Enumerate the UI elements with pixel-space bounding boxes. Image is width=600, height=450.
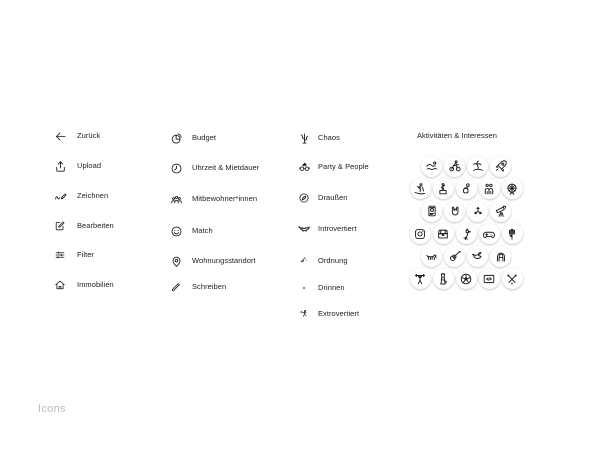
nav-item-label: Zeichnen bbox=[77, 191, 109, 201]
pie-chart-icon bbox=[167, 132, 185, 145]
listing-item-label: Schreiben bbox=[192, 282, 227, 292]
nav-item-filter bbox=[52, 247, 94, 263]
activity-chip-soccer-ball bbox=[456, 268, 477, 289]
tiny-mark-icon bbox=[295, 286, 313, 290]
branching-arrows-icon bbox=[471, 204, 485, 218]
telescope-icon bbox=[494, 204, 508, 218]
activity-chip-podium-person bbox=[433, 178, 454, 199]
activity-chip-weightlifter bbox=[410, 268, 431, 289]
listing-item-label: Budget bbox=[192, 133, 217, 143]
location-pin-icon bbox=[167, 255, 185, 268]
nav-item-label: Filter bbox=[77, 250, 94, 260]
listing-item-label: Wohnungsstandort bbox=[192, 256, 256, 266]
activity-chip-hand-with-ball bbox=[456, 178, 477, 199]
nav-item-label: Bearbeiten bbox=[77, 221, 114, 231]
soccer-ball-icon bbox=[459, 272, 473, 286]
arrow-left-icon bbox=[52, 130, 68, 143]
activity-chip-long-haired-person bbox=[490, 246, 511, 267]
activities-title: Aktivitäten & Interessen bbox=[417, 131, 497, 140]
trait-item-label: Chaos bbox=[318, 133, 340, 143]
activity-chip-dove bbox=[467, 246, 488, 267]
trait-item-label: Extrovertiert bbox=[318, 309, 360, 319]
trait-item-party-people bbox=[295, 159, 369, 175]
activity-chip-ferris-wheel bbox=[502, 178, 523, 199]
nav-item-bearbeiten bbox=[52, 218, 114, 234]
trait-item-label: Introvertiert bbox=[318, 224, 357, 234]
activity-chip-flower bbox=[502, 223, 523, 244]
nav-item-label: Zurück bbox=[77, 131, 101, 141]
trait-item-drinnen bbox=[295, 280, 345, 296]
activity-chip-rock-hand bbox=[444, 201, 465, 222]
activities-row-6 bbox=[410, 268, 523, 289]
flower-icon bbox=[505, 227, 519, 241]
listing-item-label: Match bbox=[192, 226, 213, 236]
treasure-chest-icon bbox=[436, 227, 450, 241]
game-controller-icon bbox=[482, 227, 496, 241]
magazine-portrait-icon bbox=[425, 204, 439, 218]
activities-row-5 bbox=[421, 246, 511, 267]
rock-hand-icon bbox=[448, 204, 462, 218]
trait-item-label: Party & People bbox=[318, 162, 369, 172]
code-window-icon bbox=[482, 272, 496, 286]
nav-item-label: Immobilien bbox=[77, 280, 114, 290]
nav-item-immobilien bbox=[52, 277, 114, 293]
broom-sparkles-icon bbox=[295, 256, 313, 266]
palm-island-icon bbox=[471, 159, 485, 173]
listing-item-uhrzeit bbox=[167, 160, 259, 176]
rocket-icon bbox=[494, 159, 508, 173]
activity-chip-camera bbox=[410, 223, 431, 244]
trait-item-ordnung bbox=[295, 253, 348, 269]
filter-sliders-icon bbox=[52, 249, 68, 261]
listing-item-wohnungsstandort bbox=[167, 253, 256, 269]
dove-icon bbox=[471, 249, 485, 263]
activity-chip-couple bbox=[479, 178, 500, 199]
edit-square-icon bbox=[52, 220, 68, 232]
squiggle-pencil-icon bbox=[52, 190, 68, 203]
crossed-mallets-icon bbox=[505, 272, 519, 286]
trait-item-label: Drinnen bbox=[318, 283, 345, 293]
dog-icon bbox=[425, 249, 439, 263]
activity-chip-crossed-mallets bbox=[502, 268, 523, 289]
people-group-icon bbox=[167, 193, 185, 206]
house-icon bbox=[52, 279, 68, 291]
nav-item-label: Upload bbox=[77, 161, 102, 171]
moka-pot-icon bbox=[436, 272, 450, 286]
camera-icon bbox=[413, 227, 427, 241]
trait-item-introvertiert bbox=[295, 221, 357, 237]
activity-chip-moka-pot bbox=[433, 268, 454, 289]
party-glasses-icon bbox=[295, 161, 313, 174]
weightlifter-icon bbox=[413, 272, 427, 286]
activities-row-4 bbox=[410, 223, 523, 244]
activity-chip-telescope bbox=[490, 201, 511, 222]
trait-item-chaos bbox=[295, 130, 340, 146]
long-haired-person-icon bbox=[494, 249, 508, 263]
activities-row-1 bbox=[421, 156, 511, 177]
listing-item-label: Uhrzeit & Mietdauer bbox=[192, 163, 260, 173]
activities-row-2 bbox=[410, 178, 523, 199]
trait-item-label: Ordnung bbox=[318, 256, 348, 266]
listing-item-label: Mitbewohner*innen bbox=[192, 194, 258, 204]
listing-item-mitbewohner bbox=[167, 191, 257, 207]
activity-chip-cyclist bbox=[444, 156, 465, 177]
listing-item-match bbox=[167, 223, 213, 239]
activity-chip-skier bbox=[410, 178, 431, 199]
activity-chip-branching-arrows bbox=[467, 201, 488, 222]
bat-icon bbox=[295, 222, 313, 236]
bird-icon bbox=[459, 227, 473, 241]
nav-item-zeichnen bbox=[52, 188, 108, 204]
dancing-person-icon bbox=[295, 309, 313, 319]
nav-item-zurueck bbox=[52, 128, 100, 144]
swimmer-icon bbox=[425, 159, 439, 173]
activities-row-3 bbox=[421, 201, 511, 222]
trait-item-label: Draußen bbox=[318, 193, 348, 203]
activity-chip-magazine-portrait bbox=[421, 201, 442, 222]
trait-item-draussen bbox=[295, 190, 348, 206]
sheet-title: Icons bbox=[38, 403, 66, 415]
listing-item-budget bbox=[167, 130, 216, 146]
nav-item-upload bbox=[52, 158, 101, 174]
activity-chip-bird bbox=[456, 223, 477, 244]
activity-chip-code-window bbox=[479, 268, 500, 289]
activity-chip-game-controller bbox=[479, 223, 500, 244]
cyclist-icon bbox=[448, 159, 462, 173]
clock-icon bbox=[167, 162, 185, 175]
ferris-wheel-icon bbox=[505, 182, 519, 196]
hand-with-ball-icon bbox=[459, 182, 473, 196]
cactus-icon bbox=[295, 132, 313, 145]
upload-tray-icon bbox=[52, 160, 68, 173]
activity-chip-treasure-chest bbox=[433, 223, 454, 244]
activity-chip-rocket bbox=[490, 156, 511, 177]
listing-item-schreiben bbox=[167, 279, 226, 295]
trait-item-extrovertiert bbox=[295, 306, 359, 322]
activity-chip-palm-island bbox=[467, 156, 488, 177]
compass-icon bbox=[295, 192, 313, 204]
skier-icon bbox=[413, 182, 427, 196]
guitar-icon bbox=[448, 249, 462, 263]
couple-icon bbox=[482, 182, 496, 196]
activity-chip-swimmer bbox=[421, 156, 442, 177]
activity-chip-guitar bbox=[444, 246, 465, 267]
podium-person-icon bbox=[436, 182, 450, 196]
activity-chip-dog bbox=[421, 246, 442, 267]
pencil-icon bbox=[167, 281, 185, 293]
smiley-icon bbox=[167, 225, 185, 238]
